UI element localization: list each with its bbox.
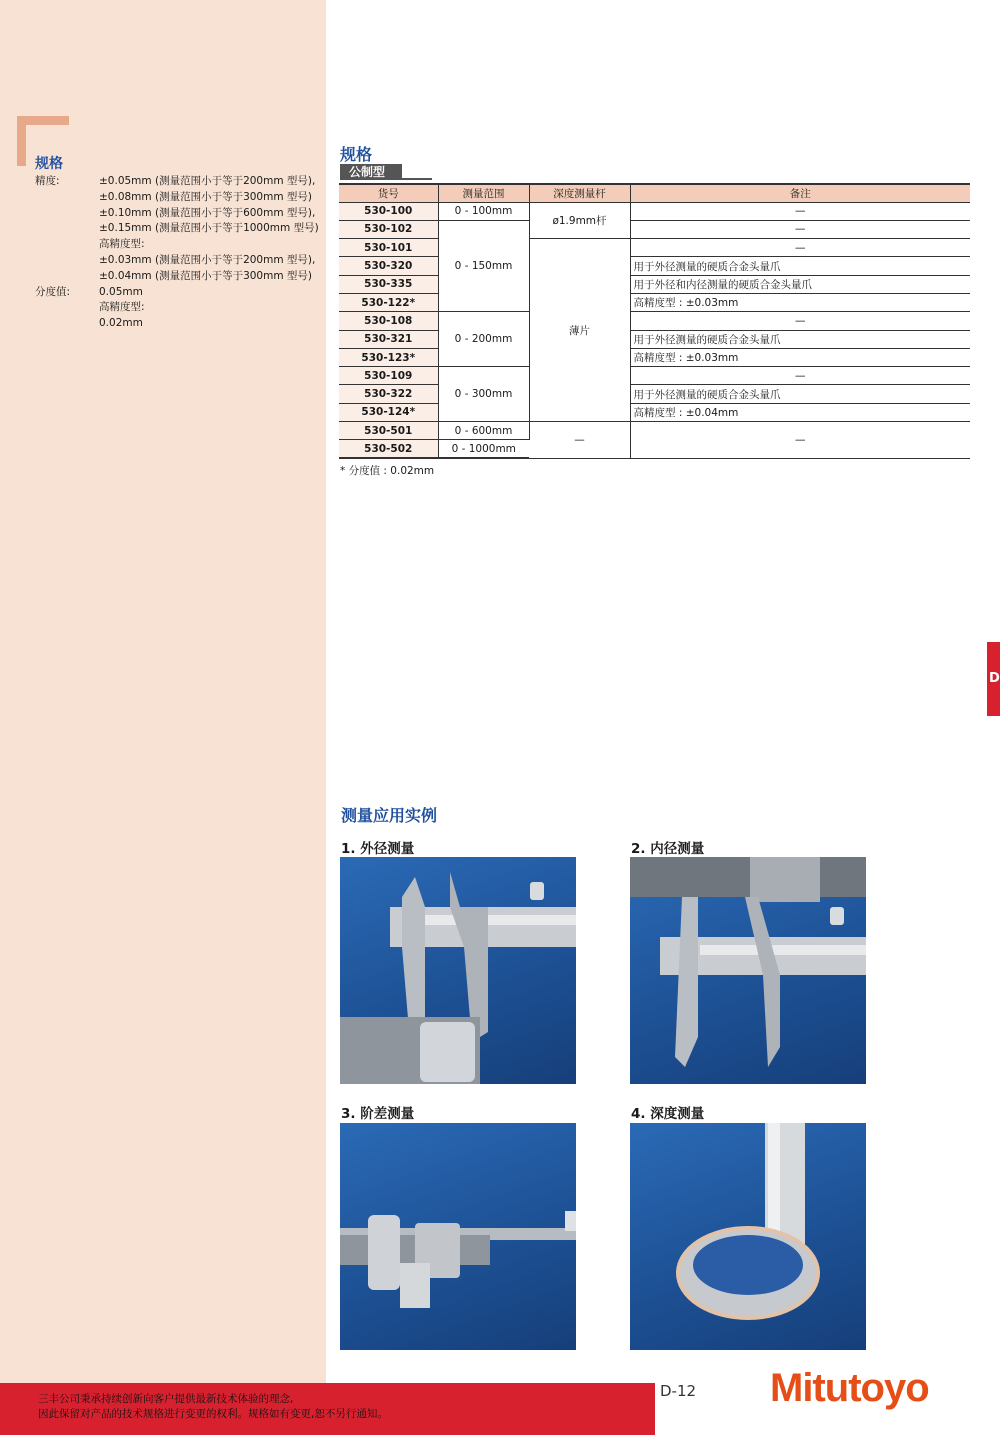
left-spec-list [35,174,319,332]
resolution-value: 高精度型: [99,301,145,314]
table-row [339,202,970,220]
header-range: 测量范围 [438,184,529,202]
code-cell: 530-123* [339,348,438,366]
table-row [339,257,970,275]
code-cell: 530-124* [339,403,438,421]
note-cell: — [630,367,970,385]
code-cell: 530-100 [339,202,438,220]
footer-disclaimer [38,1392,388,1422]
header-note: 备注 [630,184,970,202]
tab-underline [402,178,432,180]
metric-type-tab: 公制型 [340,164,402,180]
table-header [339,184,970,202]
left-spec-title: 规格 [35,156,63,172]
depth-cell: 薄片 [529,239,630,422]
range-cell: 0 - 200mm [438,312,529,367]
note-cell: — [630,312,970,330]
footer-line: 三丰公司秉承持续创新向客户提供最新技术体验的理念, [38,1393,294,1405]
code-cell: 530-322 [339,385,438,403]
note-cell: 高精度型 : ±0.03mm [630,293,970,311]
accuracy-value: ±0.03mm (测量范围小于等于200mm 型号), [99,253,316,266]
table-row [339,385,970,403]
accuracy-label: 精度: [35,175,60,187]
code-cell: 530-122* [339,293,438,311]
range-cell: 0 - 100mm [438,202,529,220]
table-row [339,239,970,257]
code-cell: 530-108 [339,312,438,330]
accuracy-value: ±0.10mm (测量范围小于等于600mm 型号), [99,206,316,219]
note-cell: 用于外径测量的硬质合金头量爪 [630,330,970,348]
note-cell: 高精度型 : ±0.04mm [630,403,970,421]
photo-inside-measurement [630,857,866,1084]
accuracy-value: ±0.15mm (测量范围小于等于1000mm 型号) [99,222,319,235]
range-cell: 0 - 300mm [438,367,529,422]
applications-title: 测量应用实例 [341,806,438,825]
photo-outside-measurement [340,857,576,1084]
table-row [339,403,970,421]
range-cell: 0 - 1000mm [438,440,529,458]
code-cell: 530-501 [339,422,438,440]
code-cell: 530-102 [339,220,438,238]
note-cell: — [630,220,970,238]
footnote: * 分度值 : 0.02mm [340,465,435,477]
table-row [339,367,970,385]
accuracy-row [35,174,319,285]
table-row [339,312,970,330]
table-row [339,348,970,366]
header-code: 货号 [339,184,438,202]
note-cell: — [630,422,970,459]
caption-step: 3. 阶差测量 [341,1106,415,1122]
accuracy-value: ±0.08mm (测量范围小于等于300mm 型号) [99,190,312,203]
mitutoyo-logo: Mitutoyo [770,1366,929,1410]
accuracy-value: 高精度型: [99,238,145,251]
resolution-value: 0.02mm [99,317,143,330]
code-cell: 530-502 [339,440,438,458]
table-row [339,275,970,293]
code-cell: 530-101 [339,239,438,257]
accuracy-value: ±0.05mm (测量范围小于等于200mm 型号), [99,175,316,187]
section-tab[interactable]: D [987,642,1000,716]
caption-depth: 4. 深度测量 [631,1106,705,1122]
resolution-label: 分度值: [35,285,71,298]
range-cell: 0 - 600mm [438,422,529,440]
depth-cell: ø1.9mm杆 [529,202,630,239]
code-cell: 530-321 [339,330,438,348]
note-cell: — [630,202,970,220]
caption-inside: 2. 内径测量 [631,841,705,857]
spec-table [339,183,970,459]
note-cell: 高精度型 : ±0.03mm [630,348,970,366]
table-row [339,422,970,440]
code-cell: 530-320 [339,257,438,275]
page-number: D-12 [660,1382,697,1400]
table-row [339,293,970,311]
spec-title: 规格 [340,145,373,164]
header-depth: 深度测量杆 [529,184,630,202]
range-cell: 0 - 150mm [438,220,529,311]
note-cell: 用于外径和内径测量的硬质合金头量爪 [630,275,970,293]
footer-line: 因此保留对产品的技术规格进行变更的权利。规格如有变更,恕不另行通知。 [38,1408,388,1420]
note-cell: 用于外径测量的硬质合金头量爪 [630,257,970,275]
resolution-row [35,285,319,332]
depth-cell: — [529,422,630,459]
accuracy-value: ±0.04mm (测量范围小于等于300mm 型号) [99,269,312,282]
table-row [339,330,970,348]
photo-step-measurement [340,1123,576,1350]
note-cell: — [630,239,970,257]
photo-depth-measurement [630,1123,866,1350]
code-cell: 530-109 [339,367,438,385]
caption-outside: 1. 外径测量 [341,841,415,857]
table-row [339,220,970,238]
note-cell: 用于外径测量的硬质合金头量爪 [630,385,970,403]
resolution-value: 0.05mm [99,285,143,298]
code-cell: 530-335 [339,275,438,293]
